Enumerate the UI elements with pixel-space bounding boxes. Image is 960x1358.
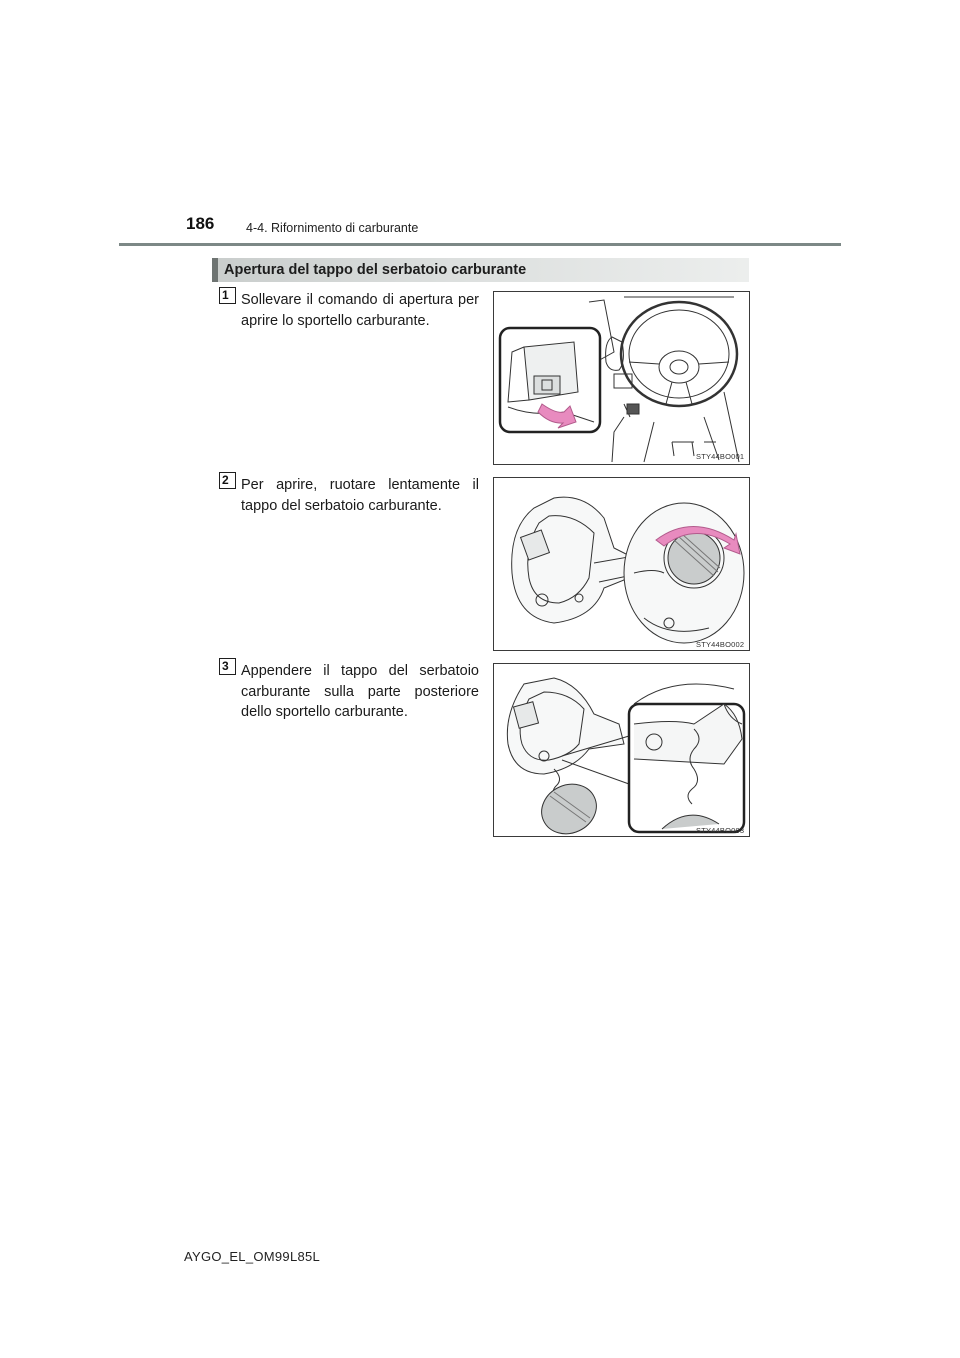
subsection-heading-bar [212,258,749,282]
figure-fuel-cap-hang [493,663,750,837]
step-number-3: 3 [219,658,236,675]
figure-3-code: STY44BO003 [696,826,745,835]
dashboard-illustration [494,292,749,464]
step-3-text: Appendere il tappo del serbatoio carburante sulla parte posteriore dello sportello carburante. [241,663,479,720]
fuel-cap-hang-illustration [494,664,749,836]
heading-tab [212,258,218,282]
figure-fuel-cap-rotate [493,477,750,651]
step-2-text: Per aprire, ruotare lentamente il tappo del serbatoio carburante. [241,477,479,514]
figure-2-code: STY44BO002 [696,640,745,649]
fuel-cap-illustration [494,478,749,650]
manual-code: AYGO_EL_OM99L85L [184,1249,321,1264]
step-1-text: Sollevare il comando di apertura per aprire lo sportello carburante. [241,292,479,329]
header-rule [119,243,841,246]
figure-1-code: STY44BO001 [696,452,745,461]
figure-fuel-door-lever [493,291,750,465]
subsection-heading: Apertura del tappo del serbatoio carburante [224,262,527,278]
step-number-2: 2 [219,472,236,489]
section-title: 4-4. Rifornimento di carburante [246,221,419,235]
page-number: 186 [186,214,215,233]
step-number-1: 1 [219,287,236,304]
